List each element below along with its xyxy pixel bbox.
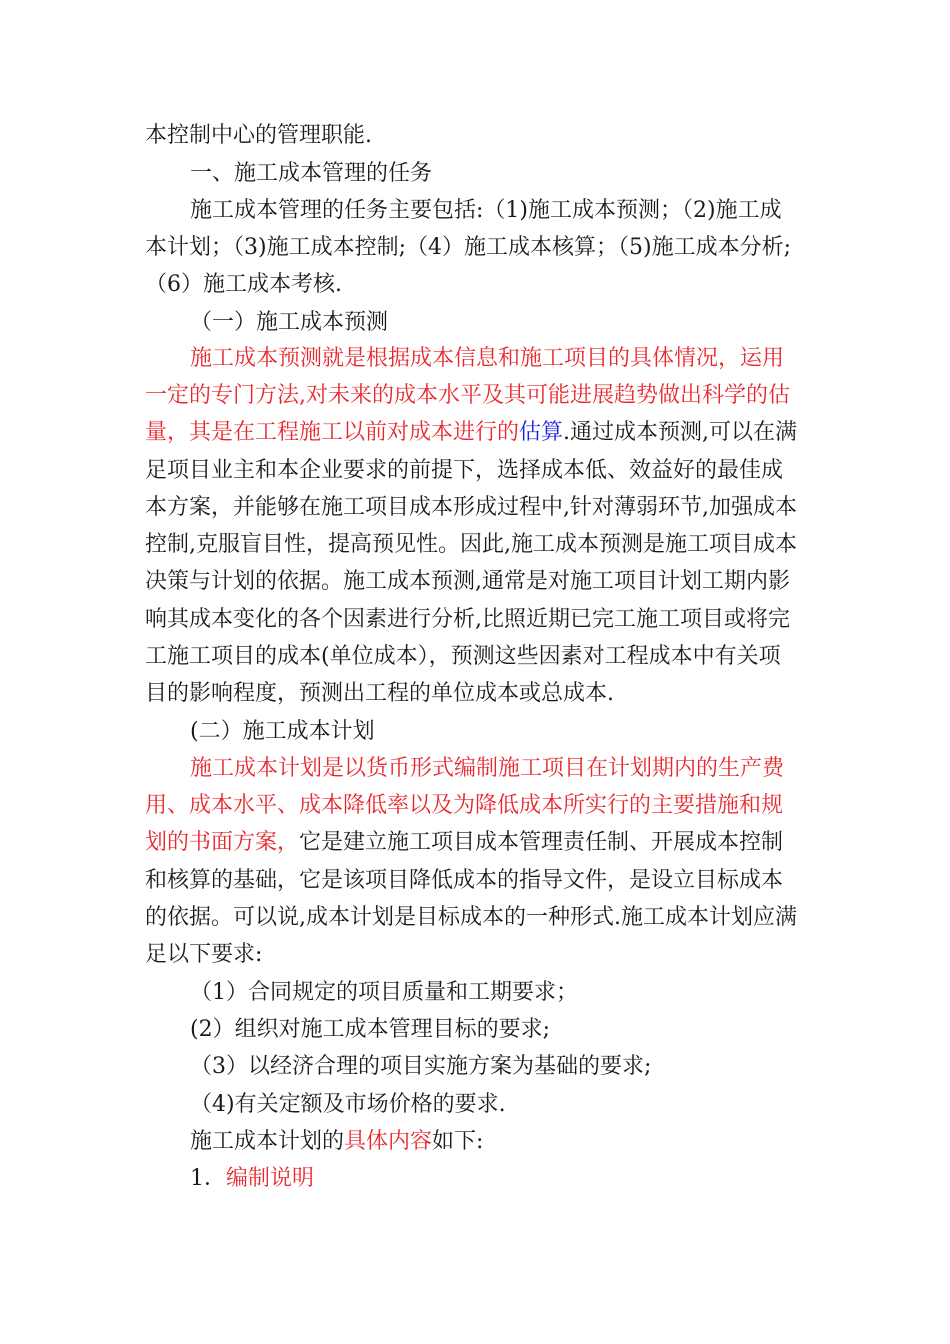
highlighted-text: 量，其是在工程施工以前对成本进行的: [145, 420, 520, 445]
plain-text: .通过成本预测,可以在满: [563, 420, 798, 445]
text-line: 响其成本变化的各个因素进行分析,比照近期已完工施工项目或将完: [145, 607, 790, 632]
text-line: （6）施工成本考核.: [145, 272, 342, 297]
highlighted-text: 编制说明: [226, 1166, 315, 1191]
text-line: 决策与计划的依据。施工成本预测,通常是对施工项目计划工期内影: [145, 569, 790, 594]
text-line: 本方案，并能够在施工项目成本形成过程中,针对薄弱环节,加强成本: [145, 495, 797, 520]
list-item: （1）合同规定的项目质量和工期要求；: [190, 980, 578, 1005]
numbered-heading: [190, 1164, 870, 1194]
text-line: 的依据。可以说,成本计划是目标成本的一种形式.施工成本计划应满: [145, 905, 797, 930]
plain-text: 如下:: [432, 1129, 484, 1154]
text-line: 本计划；（3)施工成本控制;（4）施工成本核算；（5)施工成本分析;: [145, 235, 791, 260]
subsection-heading: （一）施工成本预测: [190, 310, 389, 335]
text-line: 足以下要求:: [145, 942, 263, 967]
highlighted-text: 划的书面方案，: [145, 830, 300, 855]
section-heading: 一、施工成本管理的任务: [190, 161, 433, 186]
link-text[interactable]: 估算: [519, 420, 564, 445]
text-line: 工施工项目的成本(单位成本），预测这些因素对工程成本中有关项: [145, 644, 781, 669]
text-line: 目的影响程度，预测出工程的单位成本或总成本.: [145, 681, 614, 706]
text-line: 足项目业主和本企业要求的前提下，选择成本低、效益好的最佳成: [145, 458, 784, 483]
mixed-text-line: [190, 1127, 870, 1157]
list-item: (2）组织对施工成本管理目标的要求;: [190, 1017, 550, 1042]
plain-text: 施工成本计划的: [190, 1129, 345, 1154]
text-line: 和核算的基础，它是该项目降低成本的指导文件，是设立目标成本: [145, 868, 784, 893]
item-number: 1．: [190, 1166, 226, 1191]
text-line: 控制,克服盲目性，提高预见性。因此,施工成本预测是施工项目成本: [145, 532, 797, 557]
text-line: 本控制中心的管理职能.: [145, 123, 372, 148]
highlighted-text-line: 用、成本水平、成本降低率以及为降低成本所实行的主要措施和规: [145, 793, 784, 818]
highlighted-text-line: 施工成本预测就是根据成本信息和施工项目的具体情况，运用: [190, 346, 785, 371]
mixed-text-line: [145, 828, 825, 858]
highlighted-text: 具体内容: [344, 1129, 433, 1154]
list-item: （3）以经济合理的项目实施方案为基础的要求;: [190, 1054, 652, 1079]
list-item: （4)有关定额及市场价格的要求.: [190, 1092, 506, 1117]
plain-text: 它是建立施工项目成本管理责任制、开展成本控制: [299, 830, 784, 855]
highlighted-text-line: 施工成本计划是以货币形式编制施工项目在计划期内的生产费: [190, 756, 785, 781]
text-line: 施工成本管理的任务主要包括:（1)施工成本预测；（2)施工成: [190, 198, 782, 223]
highlighted-text-line: 一定的专门方法,对未来的成本水平及其可能进展趋势做出科学的估: [145, 383, 790, 408]
mixed-text-line: [145, 418, 825, 448]
subsection-heading: (二）施工成本计划: [190, 719, 375, 744]
